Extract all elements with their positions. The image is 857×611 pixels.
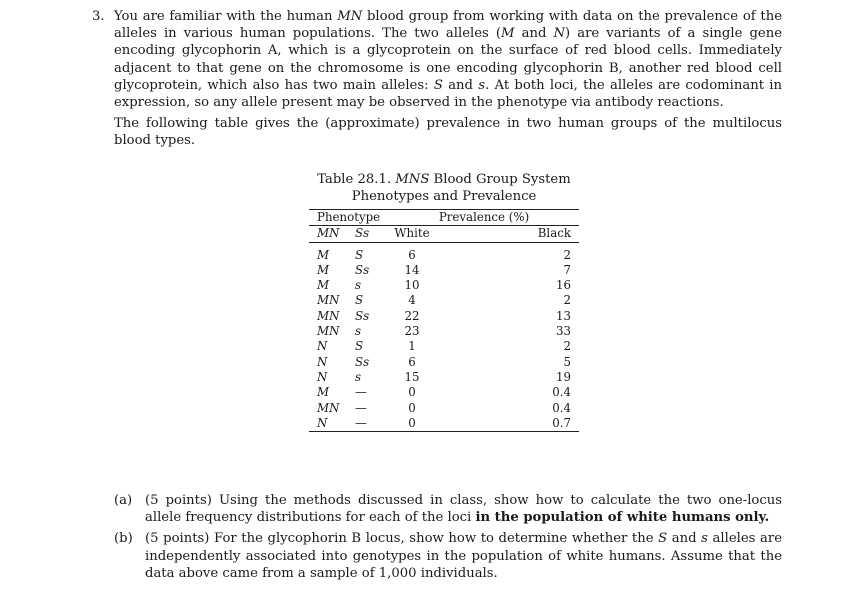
white-prevalence-cell: 0 (408, 385, 416, 400)
phenotype-mn-cell: N (317, 415, 328, 430)
phenotype-mn-cell: M (317, 247, 330, 262)
phenotype-ss-cell: s (355, 278, 362, 293)
math-symbol: S (658, 531, 668, 547)
part-a-emphasis: in the population of white humans only. (475, 510, 770, 526)
part-a (114, 492, 782, 526)
caption-line-2: Phenotypes and Prevalence (351, 188, 537, 204)
table-row (309, 416, 579, 432)
text-segment: (5 points) For the glycophorin B locus, show how to determine whether the (145, 531, 659, 547)
part-b-label: (b) (114, 531, 133, 547)
phenotype-ss-cell: S (355, 247, 364, 262)
black-prevalence-cell: 33 (555, 324, 571, 339)
phenotype-ss-cell: S (355, 339, 364, 354)
question-paragraph-2: The following table gives the (approximate) prevalence in two human groups of the multilocus blood types. (114, 116, 782, 149)
text-segment: and (442, 77, 479, 93)
question-parts (114, 492, 782, 582)
black-prevalence-cell: 0.4 (552, 400, 571, 415)
part-b (114, 530, 782, 582)
text-segment: blood group from working with data on the prevalence of the alleles in various human populations. The two alleles ( (114, 9, 782, 42)
white-prevalence-cell: 6 (408, 247, 416, 262)
phenotype-ss-cell: — (355, 415, 367, 430)
question-number: 3. (92, 9, 105, 24)
white-prevalence-cell: 0 (408, 415, 416, 430)
phenotype-ss-cell: Ss (355, 308, 370, 323)
caption-mns: MNS (395, 172, 430, 187)
math-symbol: s (701, 531, 708, 547)
header-white: White (389, 226, 435, 242)
question-3 (92, 8, 782, 150)
table-row (309, 263, 579, 278)
black-prevalence-cell: 5 (563, 354, 571, 369)
white-prevalence-cell: 14 (404, 262, 420, 277)
table-row (309, 355, 579, 370)
phenotype-ss-cell: s (355, 369, 362, 384)
phenotype-mn-cell: M (317, 262, 330, 277)
phenotype-mn-cell: N (317, 354, 328, 369)
caption-prefix: Table 28.1. (317, 172, 396, 187)
white-prevalence-cell: 15 (404, 369, 420, 384)
white-prevalence-cell: 22 (404, 308, 420, 323)
black-prevalence-cell: 19 (555, 369, 571, 384)
black-prevalence-cell: 2 (563, 247, 571, 262)
black-prevalence-cell: 0.7 (552, 415, 571, 430)
phenotype-mn-cell: MN (317, 308, 340, 323)
math-symbol: s (478, 77, 486, 93)
math-symbol: S (433, 77, 443, 93)
phenotype-ss-cell: — (355, 400, 367, 415)
table-row (309, 293, 579, 308)
phenotype-ss-cell: s (355, 324, 362, 339)
text-segment: You are familiar with the human (114, 9, 338, 24)
table-header-row-1 (309, 210, 579, 226)
part-b-text (145, 531, 782, 580)
black-prevalence-cell: 2 (563, 339, 571, 354)
math-symbol: M (501, 26, 515, 42)
white-prevalence-cell: 6 (408, 354, 416, 369)
header-prevalence: Prevalence (%) (389, 210, 579, 226)
black-prevalence-cell: 0.4 (552, 385, 571, 400)
white-prevalence-cell: 10 (404, 278, 420, 293)
mns-table (309, 172, 579, 432)
phenotype-mn-cell: MN (317, 400, 340, 415)
table-caption (309, 172, 579, 210)
table-row (309, 370, 579, 385)
table-row (309, 309, 579, 324)
table-row (309, 401, 579, 416)
table-row (309, 242, 579, 263)
white-prevalence-cell: 0 (408, 400, 416, 415)
phenotype-mn-cell: N (317, 339, 328, 354)
black-prevalence-cell: 13 (555, 308, 571, 323)
table-row (309, 385, 579, 400)
header-phenotype: Phenotype (309, 210, 389, 226)
black-prevalence-cell: 7 (563, 262, 571, 277)
prevalence-table (309, 210, 579, 432)
header-mn: MN (309, 226, 355, 242)
phenotype-mn-cell: M (317, 278, 330, 293)
text-segment: and (667, 531, 702, 547)
question-body (114, 8, 782, 150)
phenotype-mn-cell: M (317, 385, 330, 400)
phenotype-ss-cell: Ss (355, 354, 370, 369)
phenotype-ss-cell: Ss (355, 262, 370, 277)
table-row (309, 278, 579, 293)
part-a-text: (5 points) Using the methods discussed in class, show how to calculate the two one-locus allele frequency distributions for each of the loci (145, 493, 782, 526)
black-prevalence-cell: 16 (555, 278, 571, 293)
question-paragraph-1 (114, 8, 782, 111)
part-a-label: (a) (114, 493, 133, 508)
header-black: Black (435, 226, 579, 242)
table-row (309, 324, 579, 339)
phenotype-mn-cell: MN (317, 293, 340, 308)
phenotype-mn-cell: N (317, 369, 328, 384)
text-segment: and (514, 26, 554, 42)
phenotype-ss-cell: S (355, 293, 364, 308)
table-body (309, 242, 579, 432)
math-symbol: MN (337, 9, 363, 24)
math-symbol: N (553, 26, 566, 42)
text-segment: ) are variants of a single gene encoding glycophorin A, which is a glycoprotein on the surface of red blood cells. Immediately adjacent to that gene on the chromosome is one encoding glycophorin B, another red blood cell glycoprotein, which also has two main alleles: (114, 26, 782, 93)
header-ss: Ss (355, 226, 389, 242)
phenotype-ss-cell: — (355, 385, 367, 400)
table-row (309, 339, 579, 354)
white-prevalence-cell: 23 (404, 324, 420, 339)
table-header-row-2 (309, 226, 579, 242)
text-segment: . At both loci, the alleles are codominant in expression, so any allele present may be observed in the phenotype via antibody reactions. (114, 77, 782, 111)
phenotype-mn-cell: MN (317, 324, 340, 339)
white-prevalence-cell: 4 (408, 293, 416, 308)
text-segment: alleles are independently associated into genotypes in the population of white humans. Assume that the data above came from a sample of 1,000 individuals. (145, 531, 782, 581)
white-prevalence-cell: 1 (408, 339, 416, 354)
black-prevalence-cell: 2 (563, 293, 571, 308)
caption-title: Blood Group System (429, 172, 571, 187)
